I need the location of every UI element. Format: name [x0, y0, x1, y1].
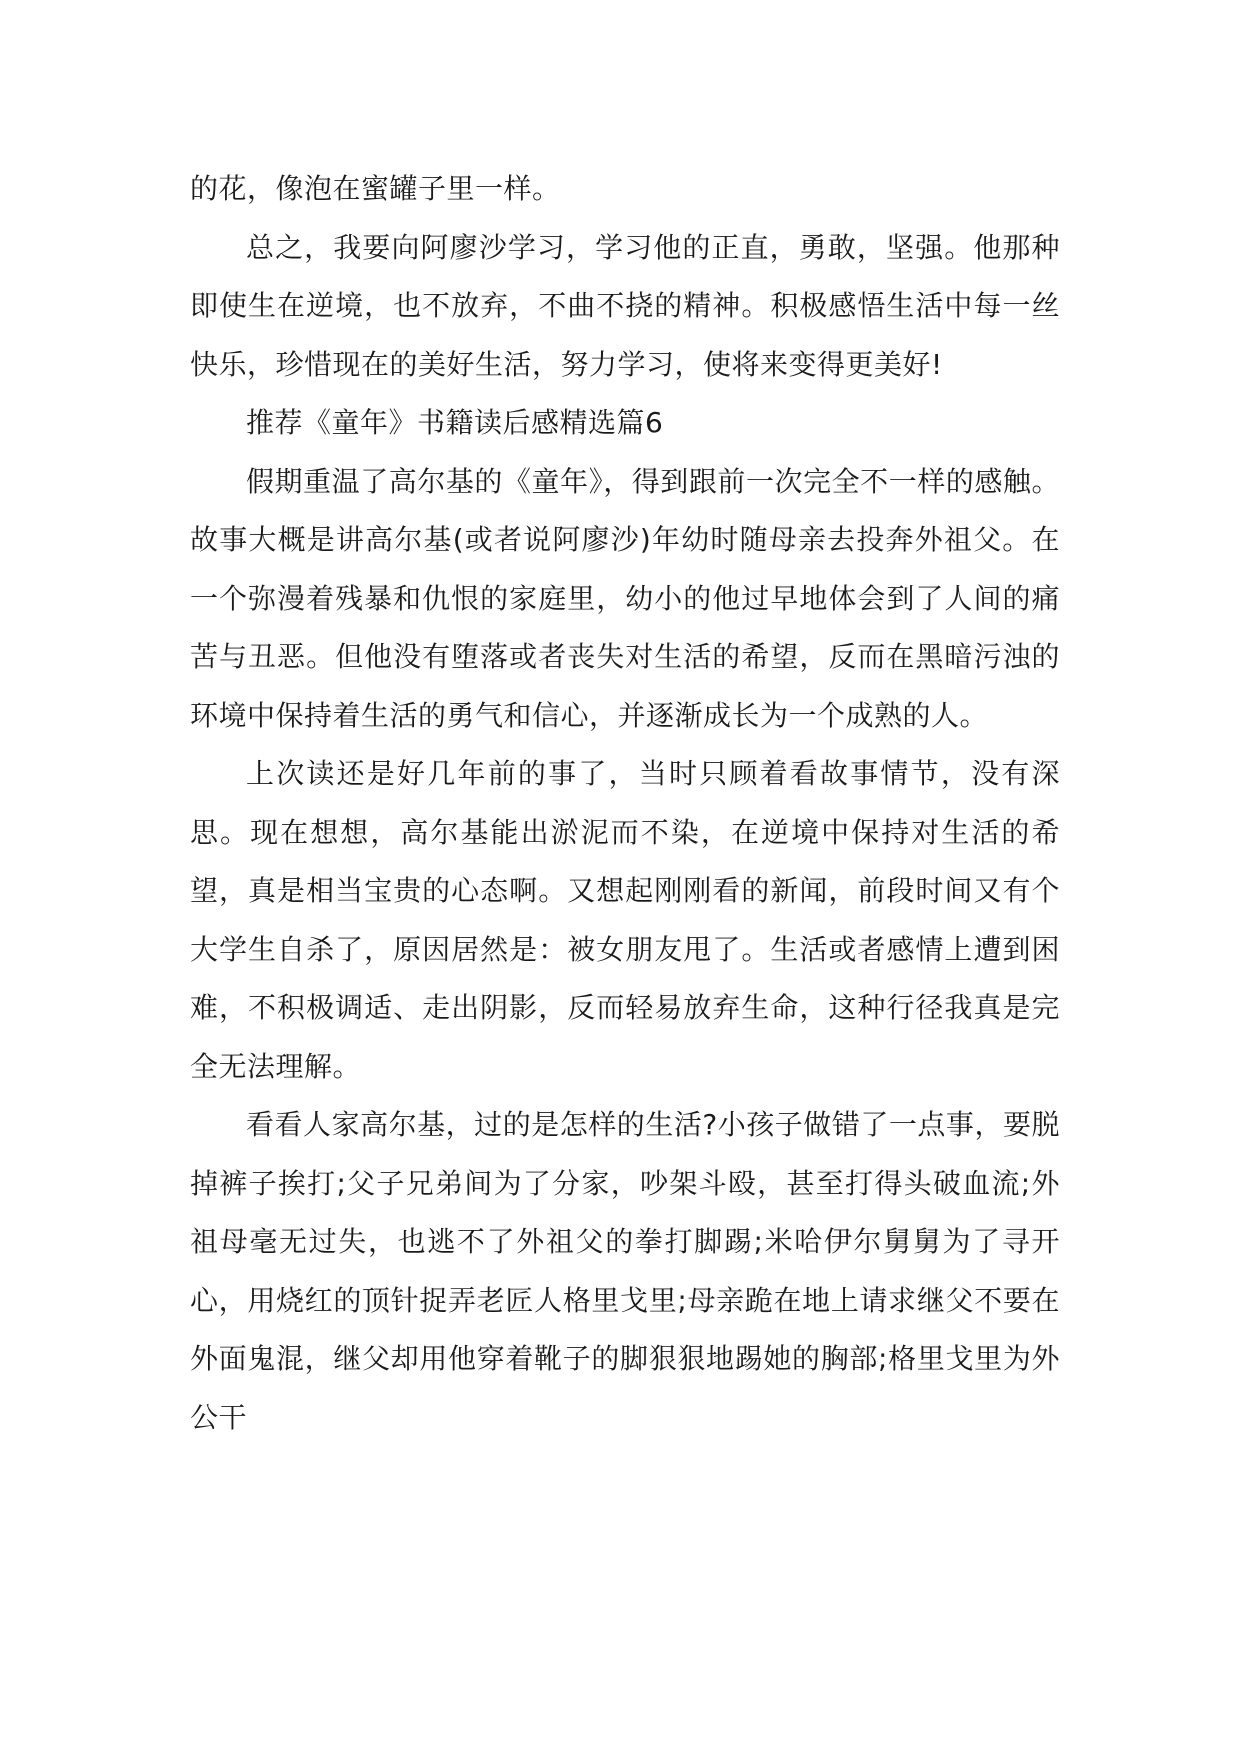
paragraph-examples: 看看人家高尔基，过的是怎样的生活?小孩子做错了一点事，要脱掉裤子挨打;父子兄弟间为了分家，吵架斗殴，甚至打得头破血流;外祖母毫无过失，也逃不了外祖父的拳打脚踢;米哈伊尔舅舅为了寻开心，用烧红的顶针捉弄老匠人格里戈里;母亲跪在地上请求继父不要在外面鬼混，继父却用他穿着靴子的脚狠狠地踢她的胸部;格里戈里为外公干	[190, 1108, 1060, 1434]
paragraph-continuation: 的花，像泡在蜜罐子里一样。	[190, 172, 561, 205]
paragraph-reflection: 上次读还是好几年前的事了，当时只顾着看故事情节，没有深思。现在想想，高尔基能出淤泥而不染，在逆境中保持对生活的希望，真是相当宝贵的心态啊。又想起刚刚看的新闻，前段时间又有个大学生自杀了，原因居然是：被女朋友甩了。生活或者感情上遭到困难，不积极调适、走出阴影，反而轻易放弃生命，这种行径我真是完全无法理解。	[190, 757, 1060, 1083]
paragraph-conclusion: 总之，我要向阿廖沙学习，学习他的正直，勇敢，坚强。他那种即使生在逆境，也不放弃，不曲不挠的精神。积极感悟生活中每一丝快乐，珍惜现在的美好生活，努力学习，使将来变得更美好!	[190, 230, 1060, 381]
paragraph-intro: 假期重温了高尔基的《童年》，得到跟前一次完全不一样的感触。故事大概是讲高尔基(或者说阿廖沙)年幼时随母亲去投奔外祖父。在一个弥漫着残暴和仇恨的家庭里，幼小的他过早地体会到了人间的痛苦与丑恶。但他没有堕落或者丧失对生活的希望，反而在黑暗污浊的环境中保持着生活的勇气和信心，并逐渐成长为一个成熟的人。	[190, 464, 1060, 732]
document-body	[190, 160, 1060, 1447]
section-heading: 推荐《童年》书籍读后感精选篇6	[246, 406, 664, 439]
